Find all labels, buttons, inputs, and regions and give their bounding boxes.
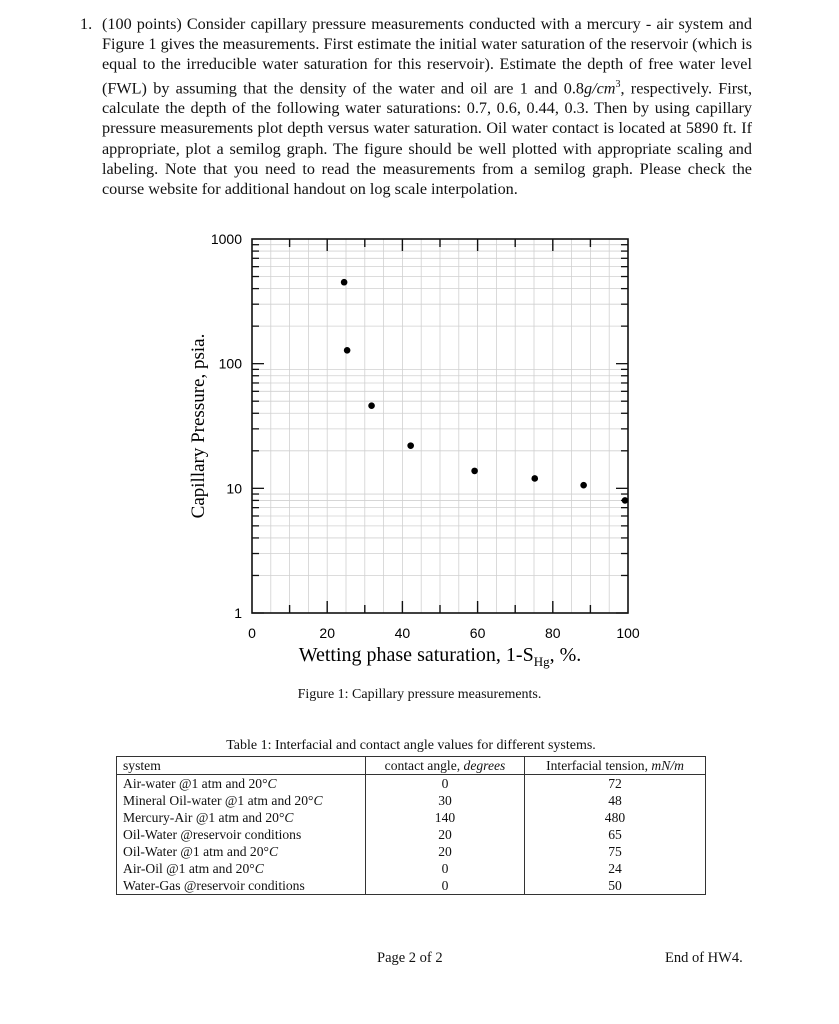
y-tick-label: 1 — [234, 605, 242, 621]
data-point — [407, 442, 414, 449]
cell-angle: 20 — [366, 826, 525, 843]
x-tick-labels — [248, 625, 640, 641]
table-row — [117, 792, 706, 809]
problem-body — [102, 14, 752, 199]
table-row — [117, 877, 706, 895]
y-tick-label: 100 — [218, 355, 242, 372]
header-tension-label: Interfacial tension, — [546, 758, 652, 773]
system-text: Oil-Water @1 atm and 20° — [123, 844, 269, 859]
x-axis-label-sub: Hg — [533, 654, 550, 669]
cell-angle: 0 — [366, 775, 525, 793]
density-exponent: 3 — [615, 78, 621, 90]
table-row — [117, 775, 706, 793]
figure-caption: Figure 1: Capillary pressure measurements. — [297, 687, 542, 702]
cell-tension: 24 — [525, 860, 706, 877]
end-note: End of HW4. — [665, 950, 743, 966]
cell-tension: 65 — [525, 826, 706, 843]
table-caption: Table 1: Interfacial and contact angle values for different systems. — [226, 738, 596, 753]
data-point — [471, 468, 478, 475]
cell-system — [117, 826, 366, 843]
header-contact-angle — [366, 757, 525, 775]
x-tick-label: 100 — [616, 625, 640, 641]
temp-unit: C — [254, 861, 264, 876]
data-point — [341, 279, 348, 286]
capillary-pressure-chart — [178, 226, 658, 674]
cell-system — [117, 792, 366, 809]
table-row — [117, 809, 706, 826]
x-tick-label: 20 — [319, 625, 335, 641]
x-tick-label: 40 — [394, 625, 411, 641]
cell-system — [117, 843, 366, 860]
data-point — [622, 497, 629, 504]
y-tick-label: 1000 — [210, 231, 242, 247]
problem-text-part2: , respectively. First, calculate the depth of the following water saturations: 0.7, 0.6, 0.44, 0.3. Then by using capillary pressure measurements plot depth versus water saturation. Oil water contact is located at 5890 ft. If appropriate, plot a semilog graph. The figure should be well plotted with appropriate scaling and labeling. Note that you need to read the measurements from a semilog graph. Please check the course website for additional handout on log scale interpolation. — [102, 79, 753, 199]
cell-tension: 72 — [525, 775, 706, 793]
cell-angle: 0 — [366, 877, 525, 895]
header-contact-angle-unit: degrees — [463, 758, 506, 773]
data-point — [344, 347, 351, 354]
x-tick-label: 60 — [469, 625, 486, 641]
cell-system — [117, 860, 366, 877]
cell-tension: 75 — [525, 843, 706, 860]
x-tick-label: 80 — [545, 625, 561, 641]
system-text: Mercury-Air @1 atm and 20° — [123, 810, 285, 825]
problem-statement — [80, 14, 752, 199]
y-axis-label: Capillary Pressure, psia. — [188, 333, 209, 519]
system-text: Air-water @1 atm and 20° — [123, 776, 268, 791]
cell-system — [117, 809, 366, 826]
cell-angle: 0 — [366, 860, 525, 877]
table-header-row — [117, 757, 706, 775]
x-axis-label-main: Wetting phase saturation, 1-S — [298, 644, 534, 666]
y-tick-labels — [211, 231, 242, 621]
page-number: Page 2 of 2 — [377, 950, 443, 966]
cell-angle: 20 — [366, 843, 525, 860]
temp-unit: C — [268, 844, 279, 859]
problem-number: 1. — [80, 15, 93, 33]
temp-unit: C — [284, 810, 294, 825]
chart-grid — [252, 239, 628, 613]
table-row — [117, 860, 706, 877]
table-row — [117, 826, 706, 843]
table-row — [117, 843, 706, 860]
header-interfacial-tension — [525, 757, 706, 775]
data-point — [531, 475, 538, 482]
header-system: system — [117, 757, 366, 775]
system-text: Oil-Water @reservoir conditions — [123, 827, 302, 842]
x-tick-label: 0 — [248, 625, 256, 641]
x-axis-label — [299, 644, 582, 669]
cell-system — [117, 775, 366, 793]
x-axis-label-tail: , %. — [549, 644, 582, 666]
cell-system — [117, 877, 366, 895]
cell-tension: 480 — [525, 809, 706, 826]
cell-angle: 140 — [366, 809, 525, 826]
interfacial-table — [116, 756, 706, 895]
data-point — [580, 482, 587, 489]
problem-text-part1: (100 points) Consider capillary pressure measurements conducted with a mercury - air system and Figure 1 gives the measurements. First estimate the initial water saturation of the reservoir (which is equal to the irreducible water saturation for this reservoir). Estimate the depth of free water level (FWL) by assuming that the density of the water and oil are 1 and 0.8 — [102, 15, 752, 97]
cell-angle: 30 — [366, 792, 525, 809]
header-tension-unit: mN/m — [651, 758, 684, 773]
cell-tension: 48 — [525, 792, 706, 809]
system-text: Water-Gas @reservoir conditions — [123, 878, 305, 893]
temp-unit: C — [267, 776, 277, 791]
density-unit: g/cm — [584, 79, 616, 97]
y-tick-label: 10 — [226, 480, 242, 497]
system-text: Air-Oil @1 atm and 20° — [123, 861, 255, 876]
data-point — [368, 402, 375, 409]
cell-tension: 50 — [525, 877, 706, 895]
system-text: Mineral Oil-water @1 atm and 20° — [123, 793, 314, 808]
temp-unit: C — [313, 793, 323, 808]
header-contact-angle-label: contact angle, — [384, 758, 464, 773]
